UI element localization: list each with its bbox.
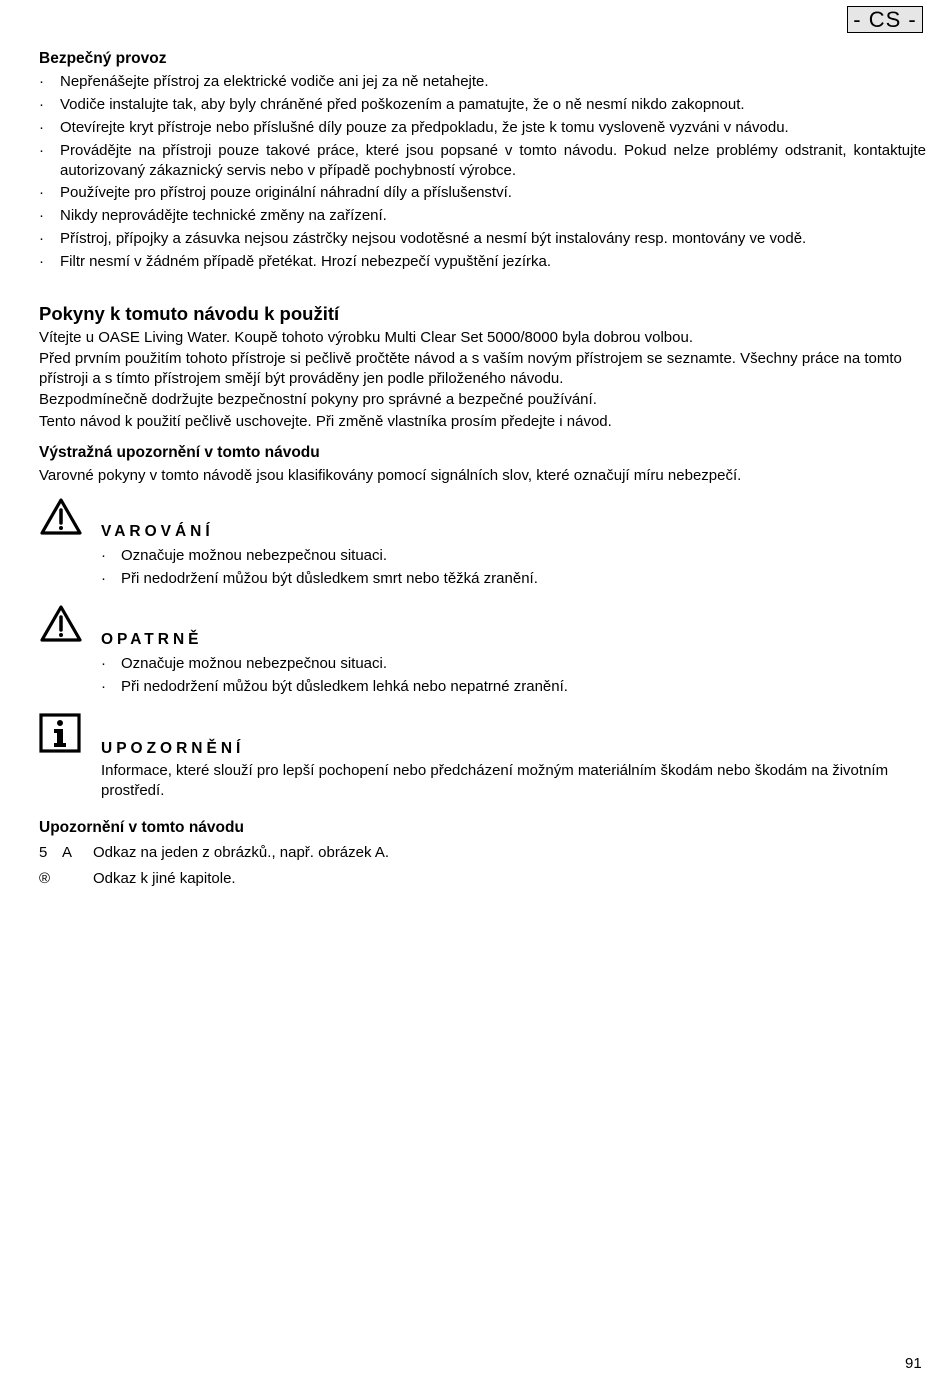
notice-signal-word: UPOZORNĚNÍ — [101, 740, 245, 757]
warnings-heading: Výstražná upozornění v tomto návodu — [39, 444, 320, 461]
language-badge: - CS - — [847, 6, 923, 33]
manual-page: - CS - Bezpečný provoz · Nepřenášejte přístroj za elektrické vodiče ani jej za ně netahejte. · Vodiče instalujte tak, aby byly chráněné před poškozením a pamatujte, že o ně nesmí nikdo zakopnout. · Otevírejte kryt přístroje nebo příslušné díly pouze za předpokladu, že jste k tomu vysloveně vyzváni v návodu. · Provádějte na přístroji pouze takové práce, které jsou popsané v tomto návodu. Pokud nelze problémy odstranit, kontaktujte autorizovaný zákaznický servis nebo v případě pochybností výrobce. · Používejte pro přístroj pouze originální náhradní díly a příslušenství. · Nikdy neprovádějte technické změny na zařízení. · Přístroj, přípojky a zásuvka nejsou zástrčky nejsou vodotěsné a nesmí být instalovány resp. montovány ve vodě. · Filtr nesmí v žádném případě přetékat. Hrozí nebezpečí vypuštění jezírka. Pokyny k tomuto návodu k použití Vítejte u OASE Living Water. Koupě tohoto výrobku Multi Clear Set 5000/8000 byla dobrou volbou. Před prvním použitím tohoto přístroje si pečlivě pročtěte návod a s vaším novým přístrojem se seznamte. Všechny práce na tomto přístroji a s tímto přístrojem smějí být prováděny jen podle přiloženého návodu. Bezpodmínečně dodržujte bezpečnostní pokyny pro správné a bezpečné používání. Tento návod k použití pečlivě uschovejte. Při změně vlastníka prosím předejte i návod. Výstražná upozornění v tomto návodu Varovné pokyny v tomto návodě jsou klasifikovány pomocí signálních slov, které označují míru nebezpečí. VAROVÁNÍ · Označuje možnou nebezpečnou situaci. · Při nedodržení můžou být důsledkem smrt nebo těžká zranění. OPATRNĚ · Označuje možnou nebezpečnou situaci. · Při nedodržení můžou být důsledkem lehká nebo nepatrné zranění. UPOZORNĚNÍ Informace, které slouží pro lepší pochopení nebo předcházení možným materiálním škodám nebo škodám na životním prostředí. Upozornění v tomto návodu 5 A Odkaz na jeden z obrázků., např. obrázek A. ® Odkaz k jiné kapitole. 91 — [39, 7, 926, 1372]
warnings-intro: Varovné pokyny v tomto návodě jsou klasifikovány pomocí signálních slov, které označují míru nebezpečí. — [39, 467, 742, 484]
page-number: 91 — [905, 1355, 922, 1372]
notes-heading: Upozornění v tomto návodu — [39, 819, 244, 836]
manual-paragraph: Bezpodmínečně dodržujte bezpečnostní pokyny pro správné a bezpečné používání. — [39, 391, 597, 408]
manual-heading: Pokyny k tomuto návodu k použití — [39, 303, 340, 324]
manual-paragraph: Tento návod k použití pečlivě uschovejte. Při změně vlastníka prosím předejte i návod. — [39, 413, 612, 430]
warning-triangle-icon — [39, 604, 83, 644]
warning-signal-word: VAROVÁNÍ — [101, 523, 214, 540]
info-icon — [39, 713, 81, 753]
notice-text: Informace, které slouží pro lepší pochopení nebo předcházení možným materiálním škodám nebo škodám na životním prostředí. — [101, 762, 889, 799]
safety-heading: Bezpečný provoz — [39, 50, 167, 67]
caution-signal-word: OPATRNĚ — [101, 631, 203, 648]
manual-paragraph: Vítejte u OASE Living Water. Koupě tohoto výrobku Multi Clear Set 5000/8000 byla dobrou volbou. — [39, 329, 694, 346]
warning-triangle-icon — [39, 497, 83, 537]
manual-paragraph: Před prvním použitím tohoto přístroje si pečlivě pročtěte návod a s vaším novým přístrojem se seznamte. Všechny práce na tomto přístroji a s tímto přístrojem smějí být prováděny jen podle přiloženého návodu. — [39, 350, 902, 387]
